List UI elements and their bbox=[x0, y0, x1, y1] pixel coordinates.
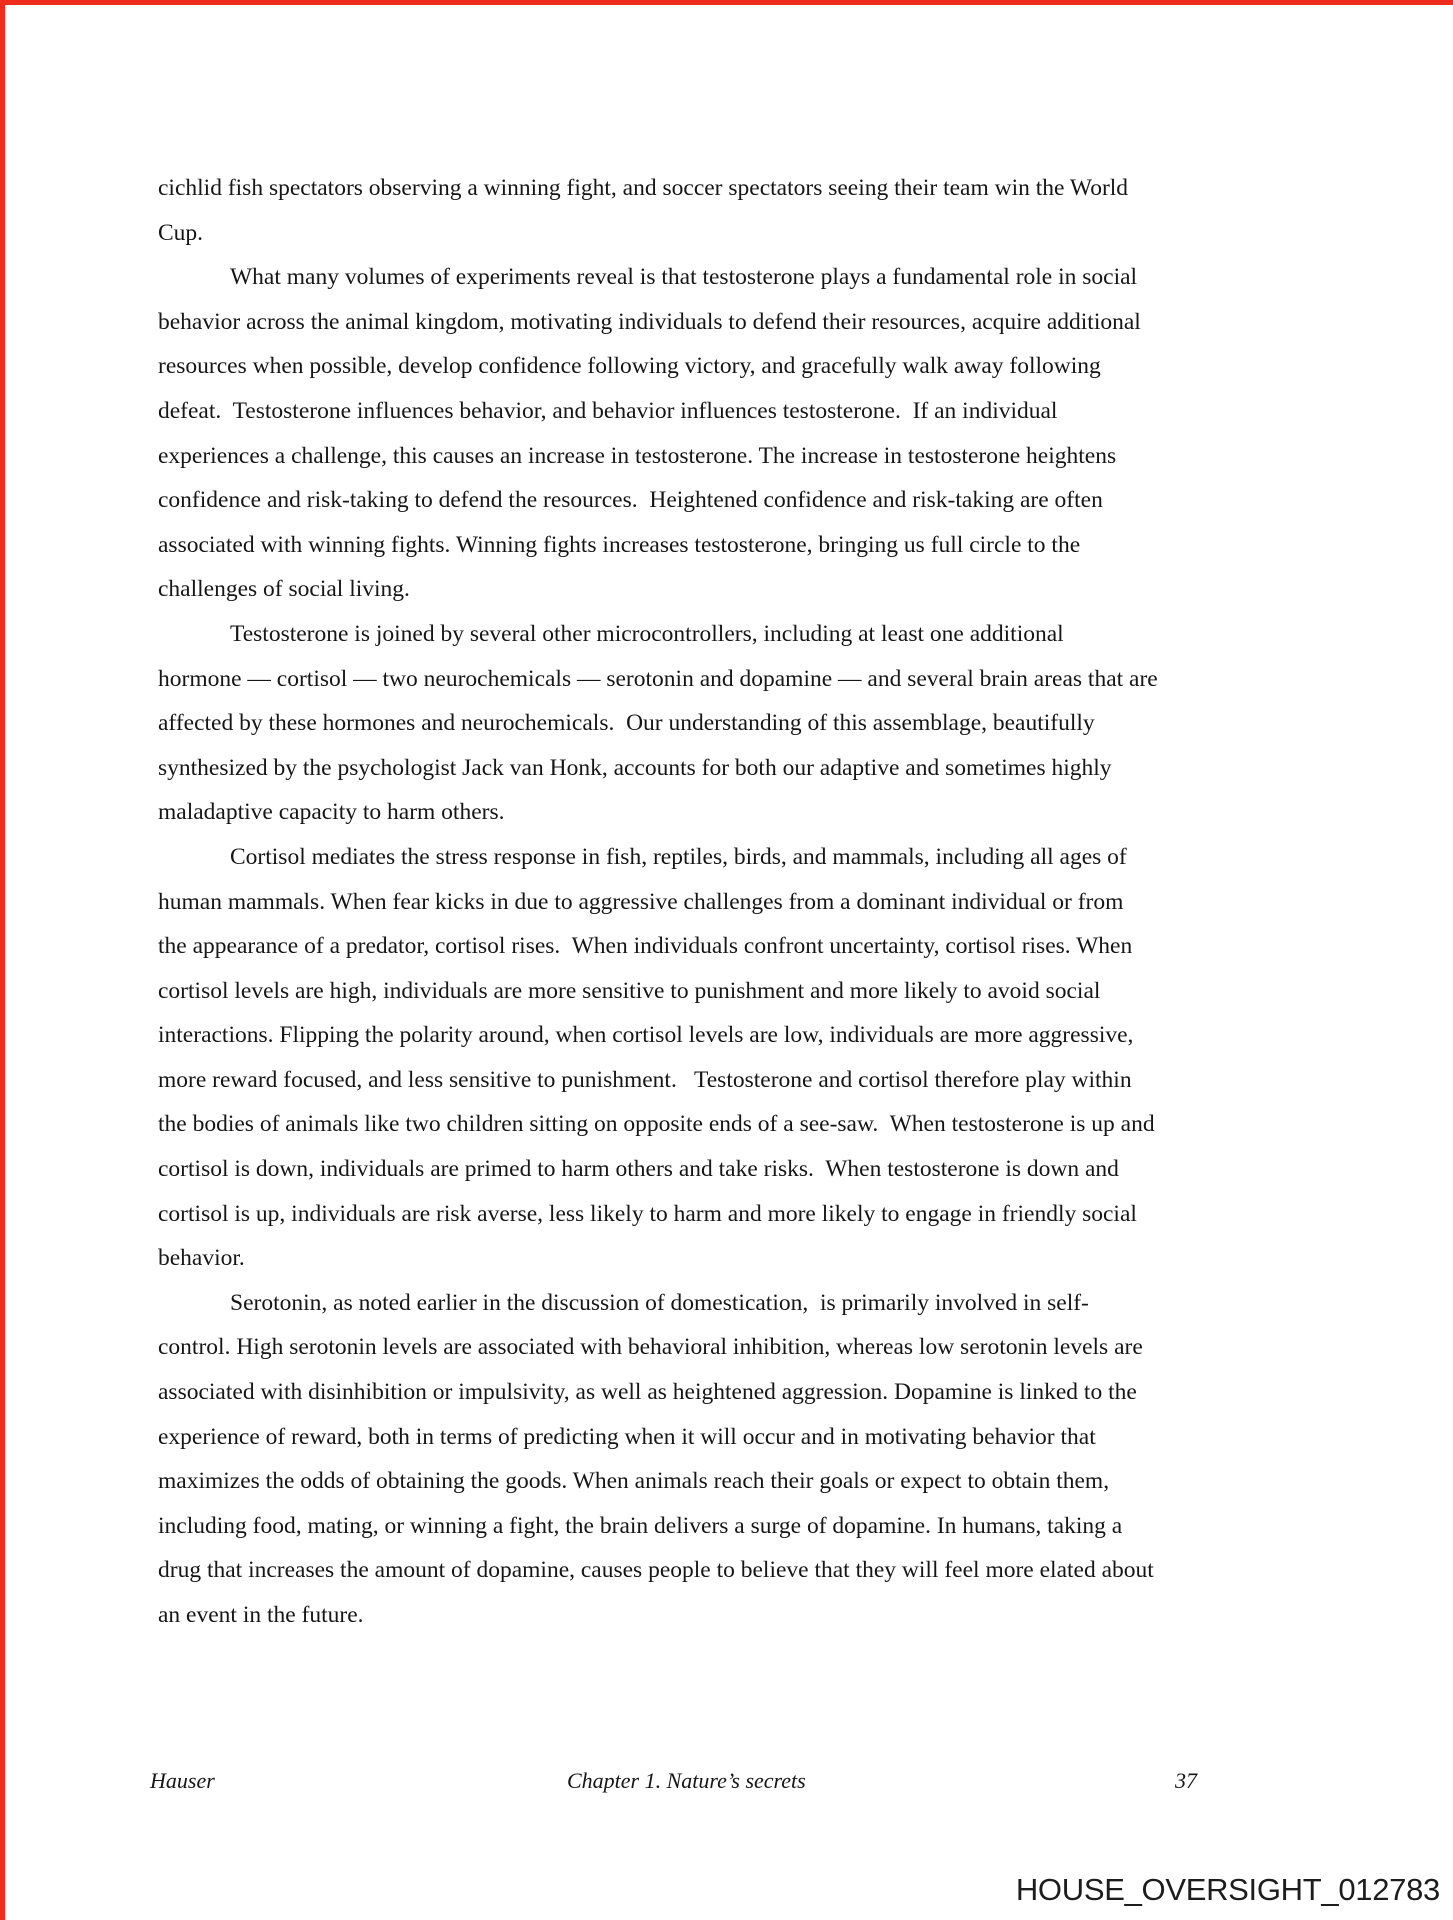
text-line: maladaptive capacity to harm others. bbox=[158, 799, 505, 826]
text-line: behavior. bbox=[158, 1245, 245, 1272]
bates-stamp: HOUSE_OVERSIGHT_012783 bbox=[1015, 1872, 1440, 1907]
text-line: experiences a challenge, this causes an increase in testosterone. The increase in testosterone heightens bbox=[158, 442, 1117, 469]
paragraph bbox=[158, 835, 1298, 1281]
text-line: cichlid fish spectators observing a winning fight, and soccer spectators seeing their team win the World bbox=[158, 175, 1129, 201]
paragraph bbox=[158, 1281, 1298, 1638]
text-line: experience of reward, both in terms of predicting when it will occur and in motivating behavior that bbox=[158, 1423, 1096, 1450]
text-line: associated with disinhibition or impulsivity, as well as heightened aggression. Dopamine is linked to the bbox=[158, 1379, 1137, 1406]
paragraph bbox=[158, 612, 1298, 835]
footer-page-number: 37 bbox=[1175, 1768, 1197, 1793]
text-line: including food, mating, or winning a fight, the brain delivers a surge of dopamine. In humans, taking a bbox=[158, 1512, 1123, 1539]
text-line: human mammals. When fear kicks in due to aggressive challenges from a dominant individual or from bbox=[158, 888, 1124, 915]
text-line: control. High serotonin levels are associated with behavioral inhibition, whereas low serotonin levels are bbox=[158, 1334, 1143, 1361]
text-line: cortisol is up, individuals are risk averse, less likely to harm and more likely to engage in friendly social bbox=[158, 1200, 1137, 1227]
text-line: synthesized by the psychologist Jack van Honk, accounts for both our adaptive and sometimes highly bbox=[158, 754, 1112, 781]
text-line: defeat. Testosterone influences behavior, and behavior influences testosterone. If an individual bbox=[158, 397, 1058, 424]
text-line: an event in the future. bbox=[158, 1602, 364, 1628]
text-line: affected by these hormones and neurochemicals. Our understanding of this assemblage, beautifully bbox=[158, 710, 1095, 737]
red-top-edge-line bbox=[0, 0, 1453, 5]
text-line: maximizes the odds of obtaining the goods. When animals reach their goals or expect to obtain them, bbox=[158, 1468, 1110, 1495]
text-line: confidence and risk-taking to defend the resources. Heightened confidence and risk-taking are often bbox=[158, 487, 1103, 514]
text-line: drug that increases the amount of dopamine, causes people to believe that they will feel more elated about bbox=[158, 1557, 1154, 1584]
text-line: behavior across the animal kingdom, motivating individuals to defend their resources, acquire additional bbox=[158, 308, 1141, 335]
text-line: hormone — cortisol — two neurochemicals — serotonin and dopamine — and several brain areas that are bbox=[158, 665, 1158, 692]
text-line: more reward focused, and less sensitive to punishment. Testosterone and cortisol therefore play within bbox=[158, 1066, 1132, 1093]
text-line: interactions. Flipping the polarity around, when cortisol levels are low, individuals are more aggressive, bbox=[158, 1022, 1134, 1049]
footer-author: Hauser bbox=[150, 1768, 215, 1793]
text-line: Cup. bbox=[158, 219, 204, 246]
footer-chapter-title: Chapter 1. Nature’s secrets bbox=[567, 1768, 806, 1793]
paragraph bbox=[158, 166, 1298, 255]
text-line: cortisol levels are high, individuals are more sensitive to punishment and more likely to avoid social bbox=[158, 977, 1101, 1004]
page-footer bbox=[0, 1768, 1453, 1798]
text-line: associated with winning fights. Winning fights increases testosterone, bringing us full circle to the bbox=[158, 531, 1081, 558]
body-text bbox=[158, 166, 1298, 1638]
text-line: the appearance of a predator, cortisol rises. When individuals confront uncertainty, cortisol rises. When bbox=[158, 933, 1133, 960]
text-line: challenges of social living. bbox=[158, 576, 410, 603]
text-line: resources when possible, develop confidence following victory, and gracefully walk away following bbox=[158, 353, 1101, 380]
text-line: Cortisol mediates the stress response in fish, reptiles, birds, and mammals, including all ages of bbox=[230, 843, 1127, 870]
paragraph bbox=[158, 255, 1298, 612]
red-left-edge-line bbox=[0, 0, 5, 1920]
text-line: cortisol is down, individuals are primed to harm others and take risks. When testosterone is down and bbox=[158, 1156, 1119, 1183]
text-line: Testosterone is joined by several other microcontrollers, including at least one additional bbox=[230, 620, 1064, 647]
text-line: Serotonin, as noted earlier in the discussion of domestication, is primarily involved in self- bbox=[230, 1289, 1089, 1316]
text-line: the bodies of animals like two children sitting on opposite ends of a see-saw. When testosterone is up and bbox=[158, 1111, 1155, 1138]
text-line: What many volumes of experiments reveal is that testosterone plays a fundamental role in social bbox=[230, 264, 1138, 291]
